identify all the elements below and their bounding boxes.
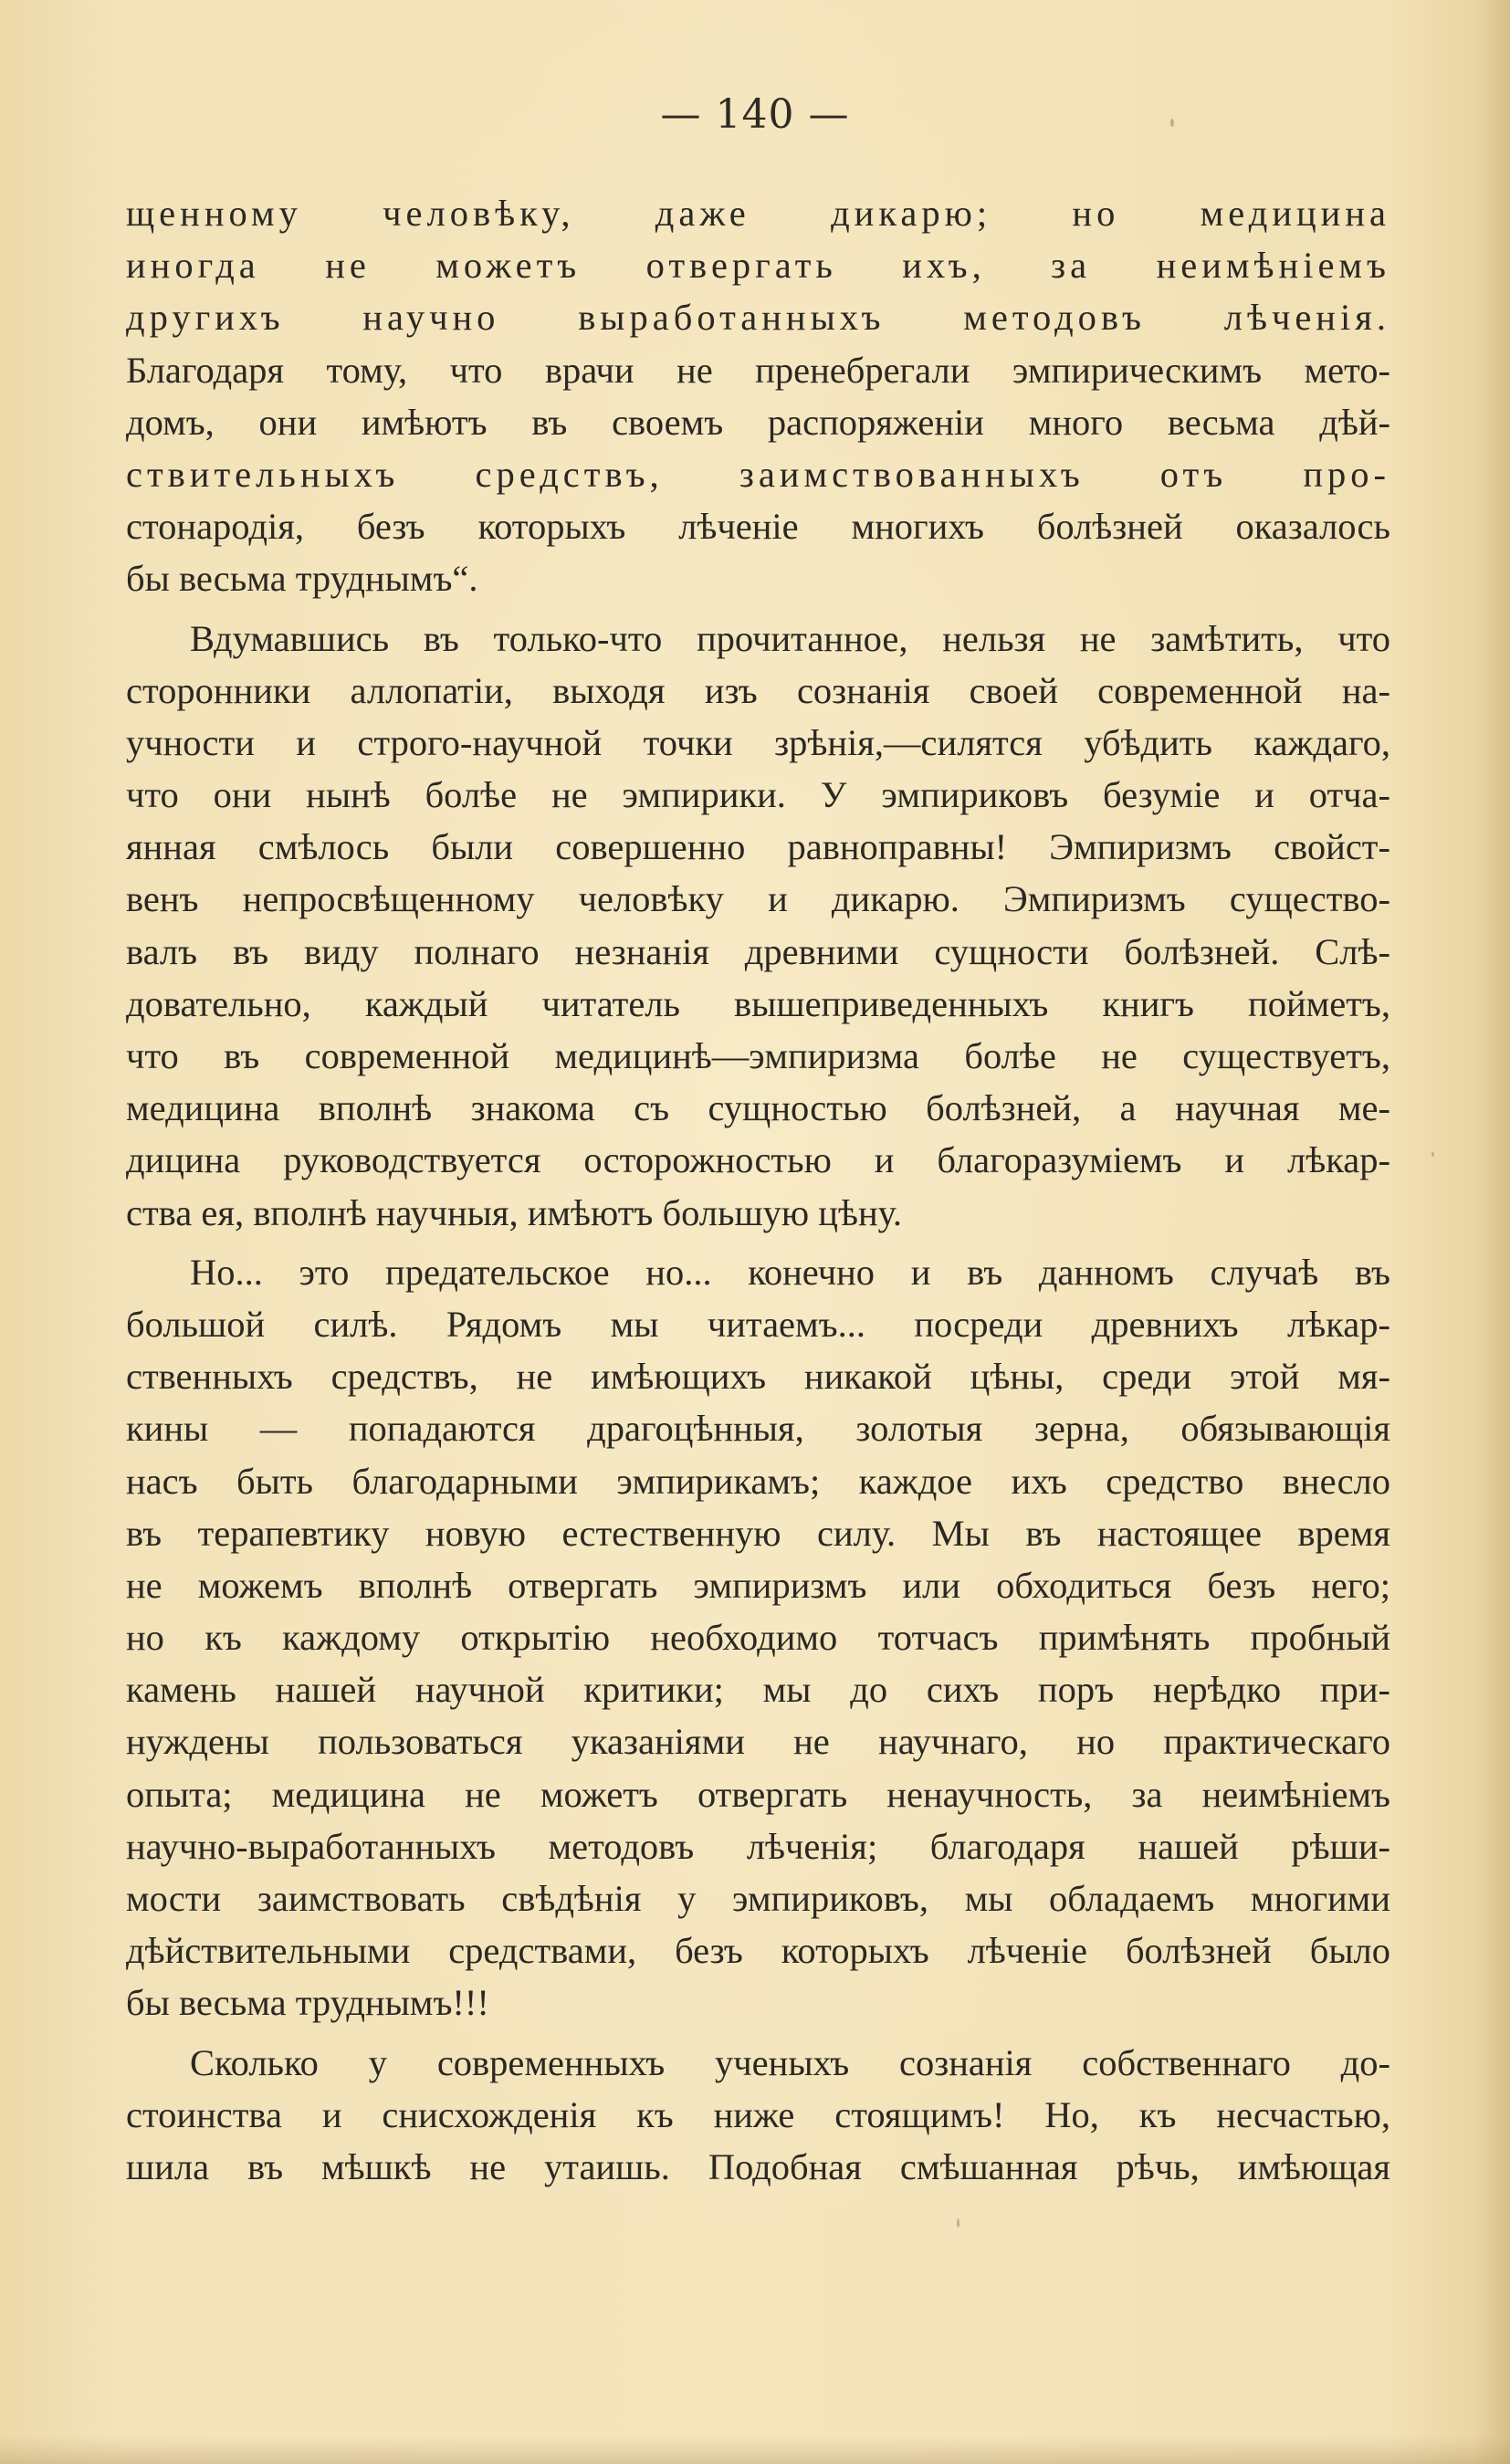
text-line: стонародія, безъ которыхъ лѣченіе многихъ болѣзней оказалось (126, 506, 1390, 548)
paragraph-gap (126, 2029, 1390, 2037)
text-line: не можемъ вполнѣ отвергать эмпиризмъ или обходиться безъ него; (126, 1564, 1390, 1606)
text-line: Вдумавшись въ только-что прочитанное, нельзя не замѣтить, что (190, 617, 1390, 659)
page-edge-shadow-bottom (0, 2437, 1510, 2464)
text-line: венъ непросвѣщенному человѣку и дикарю. Эмпиризмъ существо- (126, 878, 1390, 920)
text-line: шила въ мѣшкѣ не утаишь. Подобная смѣшанная рѣчь, имѣющая (126, 2145, 1390, 2187)
text-line: домъ, они имѣютъ въ своемъ распоряженіи много весьма дѣй- (126, 401, 1390, 443)
paragraph-gap (126, 1239, 1390, 1246)
text-line: иногда не можетъ отвергать ихъ, за неимѣніемъ (126, 245, 1390, 287)
text-line: щенному человѣку, даже дикарю; но медицина (126, 193, 1390, 234)
text-line: что въ современной медицинѣ—эмпиризма болѣе не существуетъ, (126, 1035, 1390, 1076)
text-line: большой силѣ. Рядомъ мы читаемъ... посреди древнихъ лѣкар- (126, 1303, 1390, 1345)
text-line: камень нашей научной критики; мы до сихъ поръ нерѣдко при- (126, 1669, 1390, 1711)
text-line: опыта; медицина не можетъ отвергать ненаучность, за неимѣніемъ (126, 1773, 1390, 1815)
text-line: валъ въ виду полнаго незнанія древними сущности болѣзней. Слѣ- (126, 930, 1390, 972)
text-line: что они нынѣ болѣе не эмпирики. У эмпириковъ безуміе и отча- (126, 774, 1390, 816)
text-line: насъ быть благодарными эмпирикамъ; каждое ихъ средство внесло (126, 1460, 1390, 1502)
text-line: нуждены пользоваться указаніями не научнаго, но практическаго (126, 1721, 1390, 1763)
paper-speck (1431, 1152, 1434, 1157)
text-line: Но... это предательское но... конечно и въ данномъ случаѣ въ (190, 1251, 1390, 1293)
text-line: бы весьма труднымъ“. (126, 558, 478, 600)
text-line: медицина вполнѣ знакома съ сущностью болѣзней, а научная ме- (126, 1087, 1390, 1129)
text-line: но къ каждому открытію необходимо тотчасъ примѣнять пробный (126, 1617, 1390, 1659)
paragraph-gap (126, 605, 1390, 613)
text-line: бы весьма труднымъ!!! (126, 1982, 489, 2024)
text-line: сторонники аллопатіи, выходя изъ сознанія своей современной на- (126, 669, 1390, 711)
text-line: въ терапевтику новую естественную силу. Мы въ настоящее время (126, 1512, 1390, 1554)
text-line: учности и строго-научной точки зрѣнія,—силятся убѣдить каждаго, (126, 721, 1390, 763)
text-line: кины — попадаются драгоцѣнныя, золотыя зерна, обязывающія (126, 1408, 1390, 1450)
text-line: мости заимствовать свѣдѣнія у эмпириковъ, мы обладаемъ многими (126, 1878, 1390, 1919)
text-line: ствительныхъ средствъ, заимствованныхъ отъ про- (126, 453, 1390, 495)
page-number: — 140 — (660, 91, 850, 138)
text-line: довательно, каждый читатель вышеприведенныхъ книгъ пойметъ, (126, 982, 1390, 1024)
text-line: Сколько у современныхъ ученыхъ сознанія собственнаго до- (190, 2041, 1390, 2083)
text-line: дѣйствительными средствами, безъ которыхъ лѣченіе болѣзней было (126, 1930, 1390, 1972)
text-line: Благодаря тому, что врачи не пренебрегали эмпирическимъ мето- (126, 349, 1390, 391)
page-edge-shadow-right (1475, 0, 1510, 2464)
paper-speck (957, 2218, 959, 2228)
text-line: научно-выработанныхъ методовъ лѣченія; благодаря нашей рѣши- (126, 1825, 1390, 1867)
text-line: ственныхъ средствъ, не имѣющихъ никакой цѣны, среди этой мя- (126, 1356, 1390, 1398)
body-text (126, 187, 1390, 2193)
text-line: другихъ научно выработанныхъ методовъ лѣченія. (126, 297, 1390, 339)
text-line: стоинства и снисхожденія къ ниже стоящимъ! Но, къ несчастью, (126, 2093, 1390, 2135)
text-line: ства ея, вполнѣ научныя, имѣютъ большую цѣну. (126, 1191, 902, 1233)
text-line: дицина руководствуется осторожностью и благоразуміемъ и лѣкар- (126, 1139, 1390, 1181)
text-line: янная смѣлось были совершенно равноправны! Эмпиризмъ свойст- (126, 826, 1390, 868)
